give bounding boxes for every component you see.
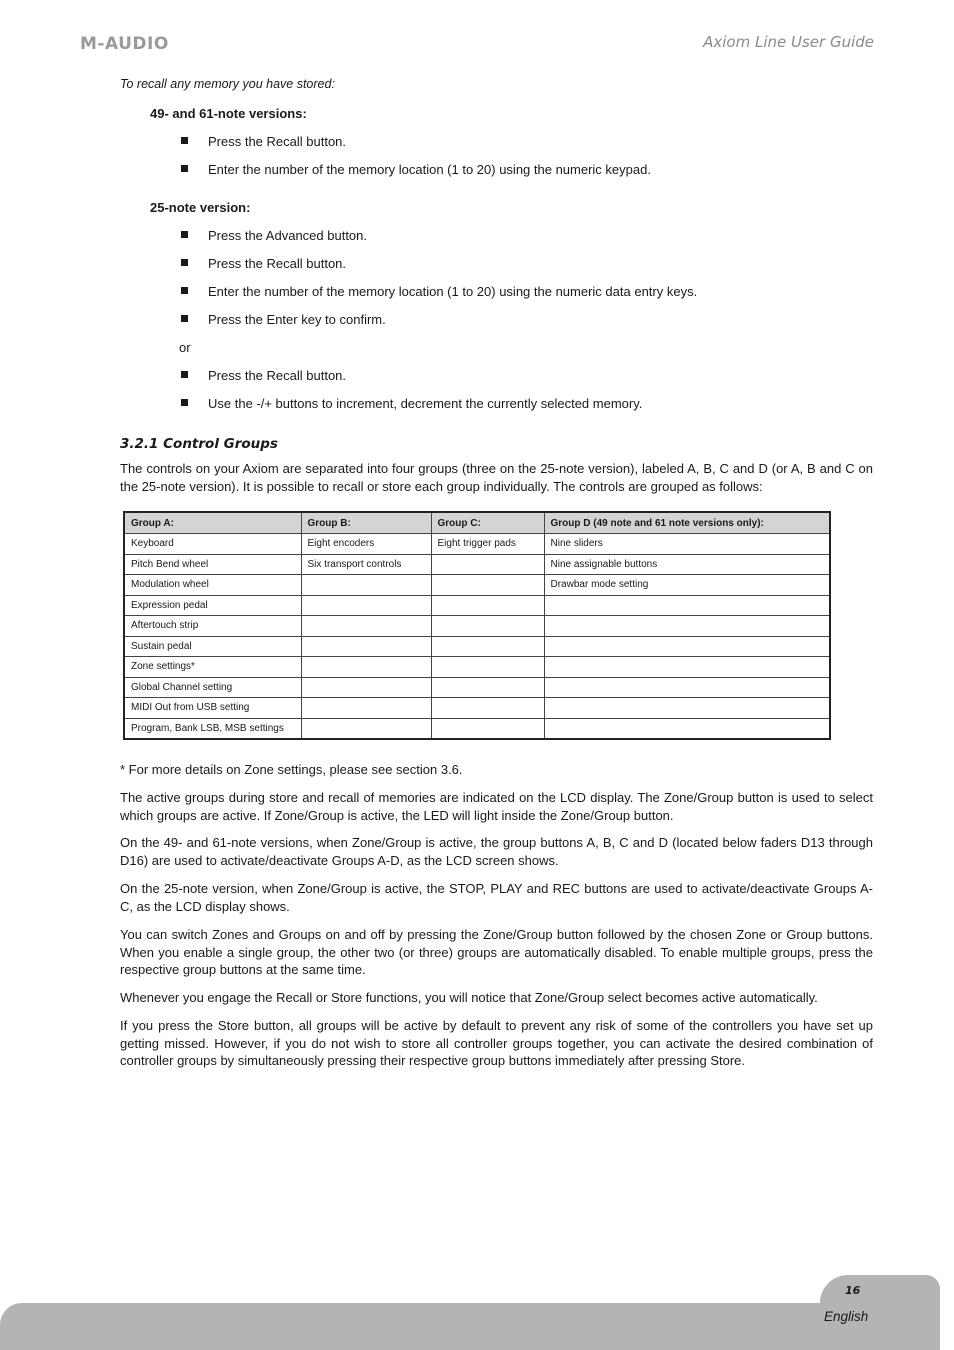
table-cell: Pitch Bend wheel (124, 554, 301, 575)
table-cell (301, 595, 431, 616)
bullet-icon (181, 231, 188, 238)
table-cell (301, 698, 431, 719)
header-group-d: Group D (49 note and 61 note versions only): (544, 512, 830, 534)
paragraph: On the 25-note version, when Zone/Group is active, the STOP, PLAY and REC buttons are used to activate/deactivate Groups A-C, as the LCD display shows. (120, 881, 873, 914)
table-cell: Aftertouch strip (124, 616, 301, 637)
table-cell (544, 636, 830, 657)
table-row (124, 677, 830, 698)
table-row (124, 636, 830, 657)
recall-intro: To recall any memory you have stored: (120, 77, 335, 91)
paragraph: The active groups during store and recall of memories are indicated on the LCD display. The Zone/Group button is used to select which groups are active. If Zone/Group is active, the LED will light inside the Zone/Group button. (120, 790, 873, 823)
table-cell (431, 718, 544, 739)
list-item: Press the Recall button. (181, 368, 346, 383)
table-cell (544, 616, 830, 637)
table-cell: Six transport controls (301, 554, 431, 575)
list-item: Press the Recall button. (181, 256, 346, 271)
table-cell: Nine sliders (544, 534, 830, 555)
paragraph: You can switch Zones and Groups on and off by pressing the Zone/Group button followed by the chosen Zone or Group buttons. When you enable a single group, the other two (or three) groups are automatically disabled. To enable multiple groups, press the respective group buttons at the same time. (120, 927, 873, 977)
table-row (124, 595, 830, 616)
table-cell (544, 595, 830, 616)
guide-title: Axiom Line User Guide (703, 33, 874, 51)
table-cell: Expression pedal (124, 595, 301, 616)
or-label: or (179, 340, 191, 355)
header-group-b: Group B: (301, 512, 431, 534)
table-cell (544, 657, 830, 678)
paragraph: Whenever you engage the Recall or Store functions, you will notice that Zone/Group select becomes active automatically. (120, 990, 818, 1005)
bullet-icon (181, 399, 188, 406)
heading-49-61-note: 49- and 61-note versions: (150, 106, 307, 121)
table-cell (301, 657, 431, 678)
section-intro: The controls on your Axiom are separated into four groups (three on the 25-note version), labeled A, B, C and D (or A, B and C on the 25-note version). It is possible to recall or store each group individually. The controls are grouped as follows: (120, 461, 873, 494)
control-groups-table (123, 511, 831, 740)
bullet-icon (181, 137, 188, 144)
table-cell (301, 677, 431, 698)
table-cell: Keyboard (124, 534, 301, 555)
table-cell: Eight encoders (301, 534, 431, 555)
table-cell (431, 677, 544, 698)
table-cell: Drawbar mode setting (544, 575, 830, 596)
table-cell (301, 616, 431, 637)
table-cell (544, 677, 830, 698)
table-cell (431, 575, 544, 596)
table-row (124, 534, 830, 555)
table-cell (301, 575, 431, 596)
table-cell (301, 718, 431, 739)
list-item: Enter the number of the memory location (1 to 20) using the numeric keypad. (181, 162, 651, 177)
paragraph: If you press the Store button, all groups will be active by default to prevent any risk of some of the controllers you have set up getting missed. However, if you do not wish to store all controller groups together, you can activate the desired combination of controller groups by simultaneously pressing their respective group buttons immediately after pressing Store. (120, 1018, 873, 1068)
header-group-c: Group C: (431, 512, 544, 534)
table-cell: Nine assignable buttons (544, 554, 830, 575)
list-item: Press the Advanced button. (181, 228, 367, 243)
table-cell: Modulation wheel (124, 575, 301, 596)
table-cell (431, 698, 544, 719)
table-row (124, 718, 830, 739)
table-row (124, 657, 830, 678)
table-cell: Program, Bank LSB, MSB settings (124, 718, 301, 739)
section-title: 3.2.1 Control Groups (120, 436, 278, 452)
bullet-icon (181, 315, 188, 322)
table-cell: Zone settings* (124, 657, 301, 678)
table-cell (431, 636, 544, 657)
table-row (124, 616, 830, 637)
table-cell: Sustain pedal (124, 636, 301, 657)
zone-settings-note: * For more details on Zone settings, please see section 3.6. (120, 762, 463, 777)
page-number: 16 (845, 1284, 861, 1297)
header-group-a: Group A: (124, 512, 301, 534)
bullet-icon (181, 259, 188, 266)
table-row (124, 698, 830, 719)
list-item: Press the Recall button. (181, 134, 346, 149)
table-cell (431, 595, 544, 616)
table-cell (431, 616, 544, 637)
list-item: Use the -/+ buttons to increment, decrement the currently selected memory. (181, 396, 642, 411)
heading-25-note: 25-note version: (150, 200, 251, 215)
table-cell: MIDI Out from USB setting (124, 698, 301, 719)
table-cell (544, 698, 830, 719)
list-item: Enter the number of the memory location (1 to 20) using the numeric data entry keys. (181, 284, 697, 299)
table-cell (544, 718, 830, 739)
table-cell (431, 657, 544, 678)
table-header-row (124, 512, 830, 534)
bullet-icon (181, 287, 188, 294)
table-cell (431, 554, 544, 575)
bullet-icon (181, 371, 188, 378)
m-audio-logo: M-AUDIO (80, 34, 169, 54)
language-label: English (824, 1309, 869, 1324)
bullet-icon (181, 165, 188, 172)
table-row (124, 554, 830, 575)
list-item: Press the Enter key to confirm. (181, 312, 386, 327)
table-cell: Global Channel setting (124, 677, 301, 698)
table-row (124, 575, 830, 596)
footer-band (0, 1303, 940, 1350)
paragraph: On the 49- and 61-note versions, when Zone/Group is active, the group buttons A, B, C and D (located below faders D13 through D16) are used to activate/deactivate Groups A-D, as the LCD screen shows. (120, 835, 873, 868)
table-cell: Eight trigger pads (431, 534, 544, 555)
table-cell (301, 636, 431, 657)
